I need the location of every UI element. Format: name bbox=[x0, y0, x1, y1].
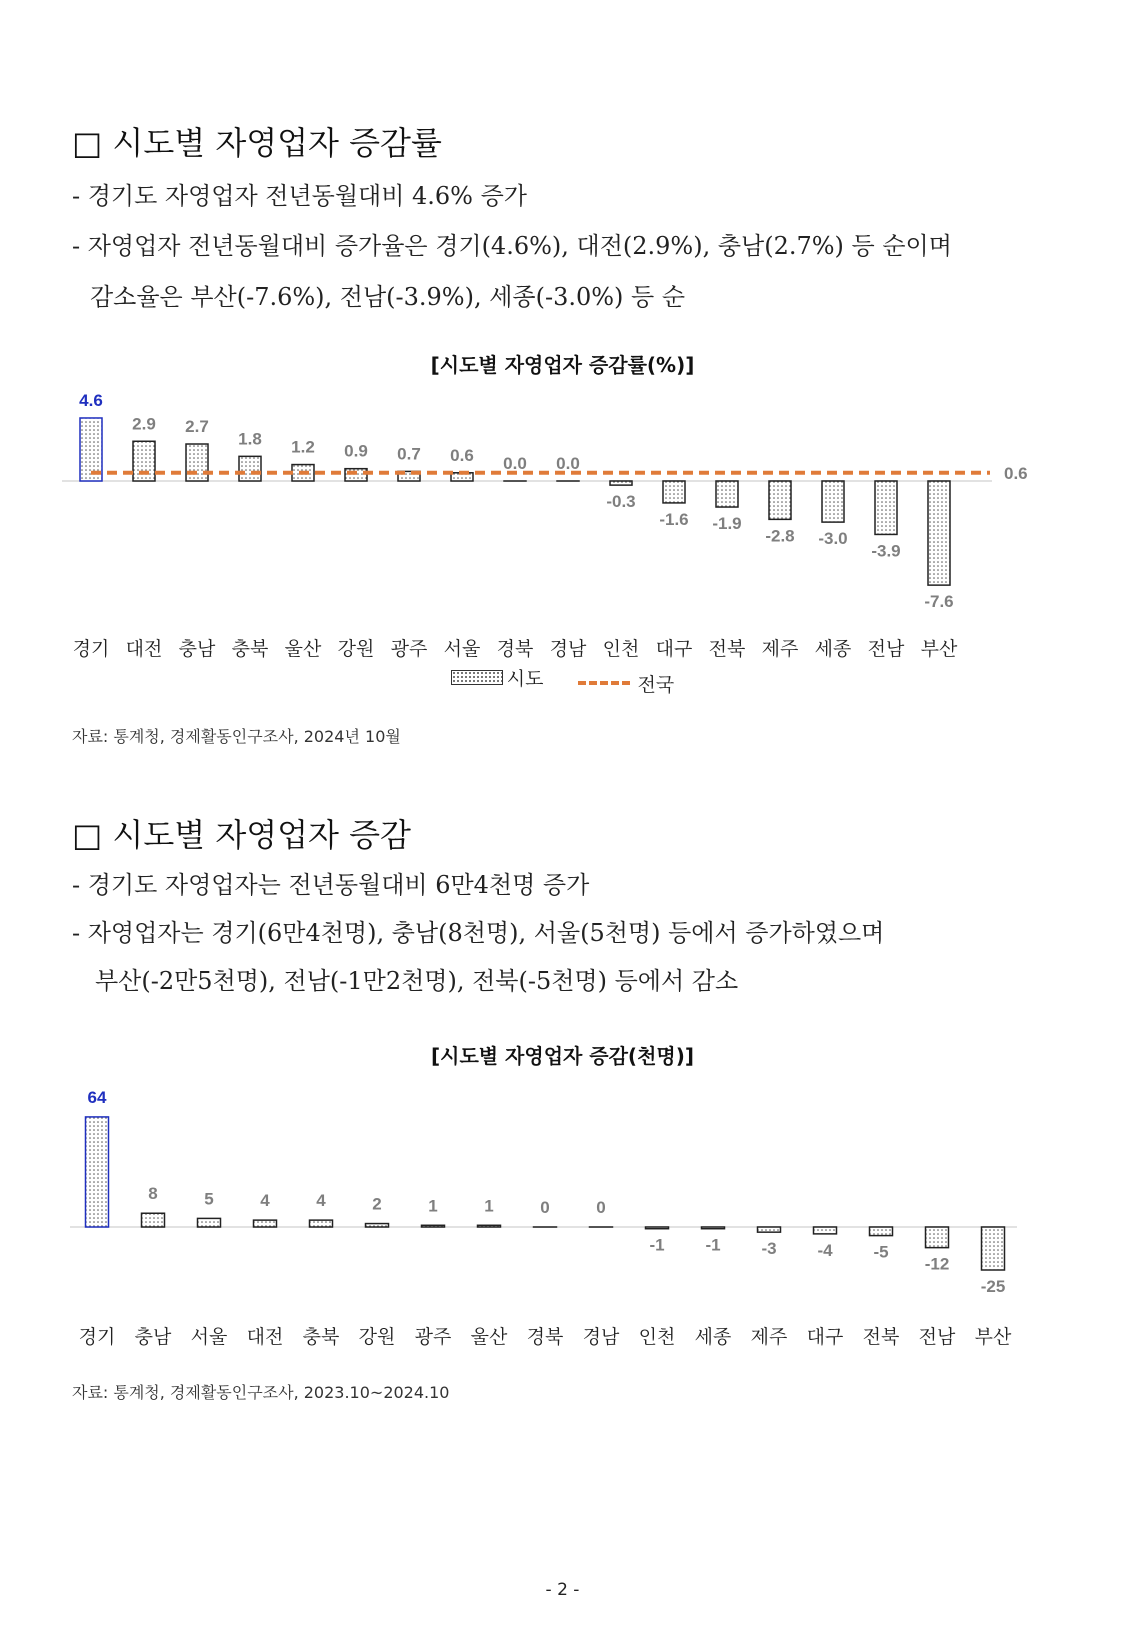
chart1-value-label-11: -1.6 bbox=[659, 509, 689, 529]
chart1-category-10: 인천 bbox=[602, 638, 640, 660]
chart1-value-label-13: -2.8 bbox=[765, 526, 795, 546]
chart1-bar-3 bbox=[239, 456, 261, 481]
section1-line-1: - 경기도 자영업자 전년동월대비 4.6% 증가 bbox=[72, 182, 527, 210]
chart2-bar-16 bbox=[982, 1227, 1005, 1270]
chart2-bar-5 bbox=[366, 1224, 389, 1227]
chart1-category-13: 제주 bbox=[761, 638, 799, 660]
chart2-bar-4 bbox=[310, 1220, 333, 1227]
chart1-value-label-0: 4.6 bbox=[79, 390, 103, 410]
chart2-category-4: 충북 bbox=[302, 1326, 340, 1348]
chart1-bar-11 bbox=[663, 481, 685, 503]
chart2-category-13: 대구 bbox=[806, 1326, 844, 1348]
chart2-category-15: 전남 bbox=[918, 1326, 956, 1348]
chart1-value-label-2: 2.7 bbox=[185, 417, 209, 437]
chart2-category-16: 부산 bbox=[974, 1326, 1012, 1348]
chart2-value-label-0: 64 bbox=[87, 1087, 107, 1107]
chart2-value-label-3: 4 bbox=[260, 1191, 270, 1211]
legend-swatch-bar bbox=[451, 670, 503, 685]
chart2-category-5: 강원 bbox=[358, 1326, 396, 1348]
chart2-bar-15 bbox=[926, 1227, 949, 1248]
chart2-category-7: 울산 bbox=[470, 1326, 508, 1348]
chart2-value-label-9: 0 bbox=[596, 1198, 606, 1217]
chart1-category-0: 경기 bbox=[72, 638, 110, 660]
chart1-category-12: 전북 bbox=[708, 638, 746, 660]
chart2-category-11: 세종 bbox=[694, 1326, 732, 1348]
chart1-category-4: 울산 bbox=[284, 638, 322, 660]
chart1-value-label-12: -1.9 bbox=[712, 514, 742, 534]
chart1-category-1: 대전 bbox=[125, 638, 163, 660]
chart1-bar-14 bbox=[822, 481, 844, 522]
chart2-bar-14 bbox=[870, 1227, 893, 1236]
chart2-category-14: 전북 bbox=[862, 1326, 900, 1348]
legend-swatch-line bbox=[578, 681, 630, 685]
chart1-bar-16 bbox=[928, 481, 950, 585]
chart1-category-2: 충남 bbox=[178, 638, 216, 660]
chart2-category-8: 경북 bbox=[526, 1326, 564, 1348]
chart2-category-6: 광주 bbox=[414, 1326, 452, 1348]
chart1-value-label-8: 0.0 bbox=[503, 454, 527, 473]
section2-source: 자료: 통계청, 경제활동인구조사, 2023.10~2024.10 bbox=[72, 1383, 450, 1402]
chart1-value-label-4: 1.2 bbox=[291, 437, 315, 457]
chart2-value-label-8: 0 bbox=[540, 1198, 550, 1217]
legend-item-national bbox=[578, 670, 675, 697]
chart1-value-label-14: -3.0 bbox=[818, 529, 848, 549]
chart2-bar-1 bbox=[142, 1213, 165, 1227]
chart2-bar-6 bbox=[422, 1225, 445, 1227]
legend-label-sido: 시도 bbox=[506, 668, 544, 690]
chart1-value-label-6: 0.7 bbox=[397, 444, 421, 464]
chart1-bar-12 bbox=[716, 481, 738, 507]
chart2-category-10: 인천 bbox=[638, 1326, 676, 1348]
page-number: - 2 - bbox=[545, 1580, 580, 1600]
chart1-value-label-9: 0.0 bbox=[556, 454, 580, 473]
chart1-value-label-7: 0.6 bbox=[450, 445, 474, 465]
chart1-category-14: 세종 bbox=[814, 638, 852, 660]
chart1-category-7: 서울 bbox=[443, 638, 481, 660]
chart2-value-label-15: -12 bbox=[924, 1254, 950, 1274]
chart1-category-6: 광주 bbox=[390, 638, 428, 660]
chart2-title: [시도별 자영업자 증감(천명)] bbox=[430, 1044, 694, 1068]
section2-heading: □ 시도별 자영업자 증감 bbox=[72, 816, 411, 854]
chart2-value-label-13: -4 bbox=[817, 1240, 833, 1260]
chart1-value-label-5: 0.9 bbox=[344, 441, 368, 461]
chart2-bar-13 bbox=[814, 1227, 837, 1234]
chart2-value-label-10: -1 bbox=[649, 1235, 665, 1255]
chart1-category-11: 대구 bbox=[655, 638, 693, 660]
chart1-bar-15 bbox=[875, 481, 897, 534]
chart1-value-label-15: -3.9 bbox=[871, 541, 901, 561]
chart2-category-9: 경남 bbox=[582, 1326, 620, 1348]
legend-item-sido bbox=[451, 664, 544, 691]
chart2-value-label-7: 1 bbox=[484, 1196, 494, 1216]
chart2-category-0: 경기 bbox=[78, 1326, 116, 1348]
section2-line-1: - 경기도 자영업자는 전년동월대비 6만4천명 증가 bbox=[72, 871, 590, 899]
chart2-value-label-4: 4 bbox=[316, 1191, 326, 1211]
chart1-bar-2 bbox=[186, 444, 208, 481]
chart1-bar-1 bbox=[133, 441, 155, 481]
section1-source: 자료: 통계청, 경제활동인구조사, 2024년 10월 bbox=[72, 727, 401, 746]
chart1-national-label: 0.6 bbox=[1004, 463, 1028, 483]
chart2-plot bbox=[0, 1080, 1125, 1360]
chart2-category-1: 충남 bbox=[134, 1326, 172, 1348]
chart2-bar-0 bbox=[86, 1117, 109, 1227]
chart2-category-2: 서울 bbox=[190, 1326, 228, 1348]
chart2-category-12: 제주 bbox=[750, 1326, 788, 1348]
chart1-category-15: 전남 bbox=[867, 638, 905, 660]
chart1-value-label-10: -0.3 bbox=[606, 492, 636, 512]
chart1-bar-10 bbox=[610, 481, 632, 485]
chart1-category-8: 경북 bbox=[496, 638, 534, 660]
chart1-value-label-3: 1.8 bbox=[238, 429, 262, 449]
chart2-category-3: 대전 bbox=[246, 1326, 284, 1348]
chart1-category-5: 강원 bbox=[337, 638, 375, 660]
chart1-category-16: 부산 bbox=[920, 638, 958, 660]
chart1-category-3: 충북 bbox=[231, 638, 269, 660]
chart2-value-label-2: 5 bbox=[204, 1189, 214, 1209]
chart2-bar-7 bbox=[478, 1225, 501, 1227]
chart1-bar-13 bbox=[769, 481, 791, 519]
chart2-bar-11 bbox=[702, 1227, 725, 1229]
section2-line-3: 부산(-2만5천명), 전남(-1만2천명), 전북(-5천명) 등에서 감소 bbox=[95, 967, 739, 995]
chart2-value-label-11: -1 bbox=[705, 1235, 721, 1255]
chart2-value-label-12: -3 bbox=[761, 1239, 777, 1259]
chart2-bar-3 bbox=[254, 1220, 277, 1227]
chart2-bar-12 bbox=[758, 1227, 781, 1232]
chart1-category-9: 경남 bbox=[549, 638, 587, 660]
section1-line-3: 감소율은 부산(-7.6%), 전남(-3.9%), 세종(-3.0%) 등 순 bbox=[90, 283, 686, 311]
section1-heading: □ 시도별 자영업자 증감률 bbox=[72, 124, 442, 162]
chart2-value-label-6: 1 bbox=[428, 1196, 438, 1216]
chart1-plot bbox=[0, 380, 1125, 670]
legend-label-national: 전국 bbox=[637, 673, 675, 696]
chart2-bar-10 bbox=[646, 1227, 669, 1229]
section1-line-2: - 자영업자 전년동월대비 증가율은 경기(4.6%), 대전(2.9%), 충남(2.7%) 등 순이며 bbox=[72, 232, 952, 260]
chart1-value-label-16: -7.6 bbox=[924, 592, 954, 612]
chart1-legend bbox=[0, 664, 1125, 697]
chart1-bar-5 bbox=[345, 469, 367, 481]
chart2-bar-2 bbox=[198, 1218, 221, 1227]
chart2-value-label-14: -5 bbox=[873, 1242, 889, 1262]
section2-line-2: - 자영업자는 경기(6만4천명), 충남(8천명), 서울(5천명) 등에서 증가하였으며 bbox=[72, 919, 885, 947]
chart2-value-label-16: -25 bbox=[980, 1277, 1006, 1296]
chart2-value-label-5: 2 bbox=[372, 1194, 382, 1214]
chart2-value-label-1: 8 bbox=[148, 1184, 158, 1204]
chart1-value-label-1: 2.9 bbox=[132, 414, 156, 434]
chart1-title: [시도별 자영업자 증감률(%)] bbox=[430, 353, 695, 377]
